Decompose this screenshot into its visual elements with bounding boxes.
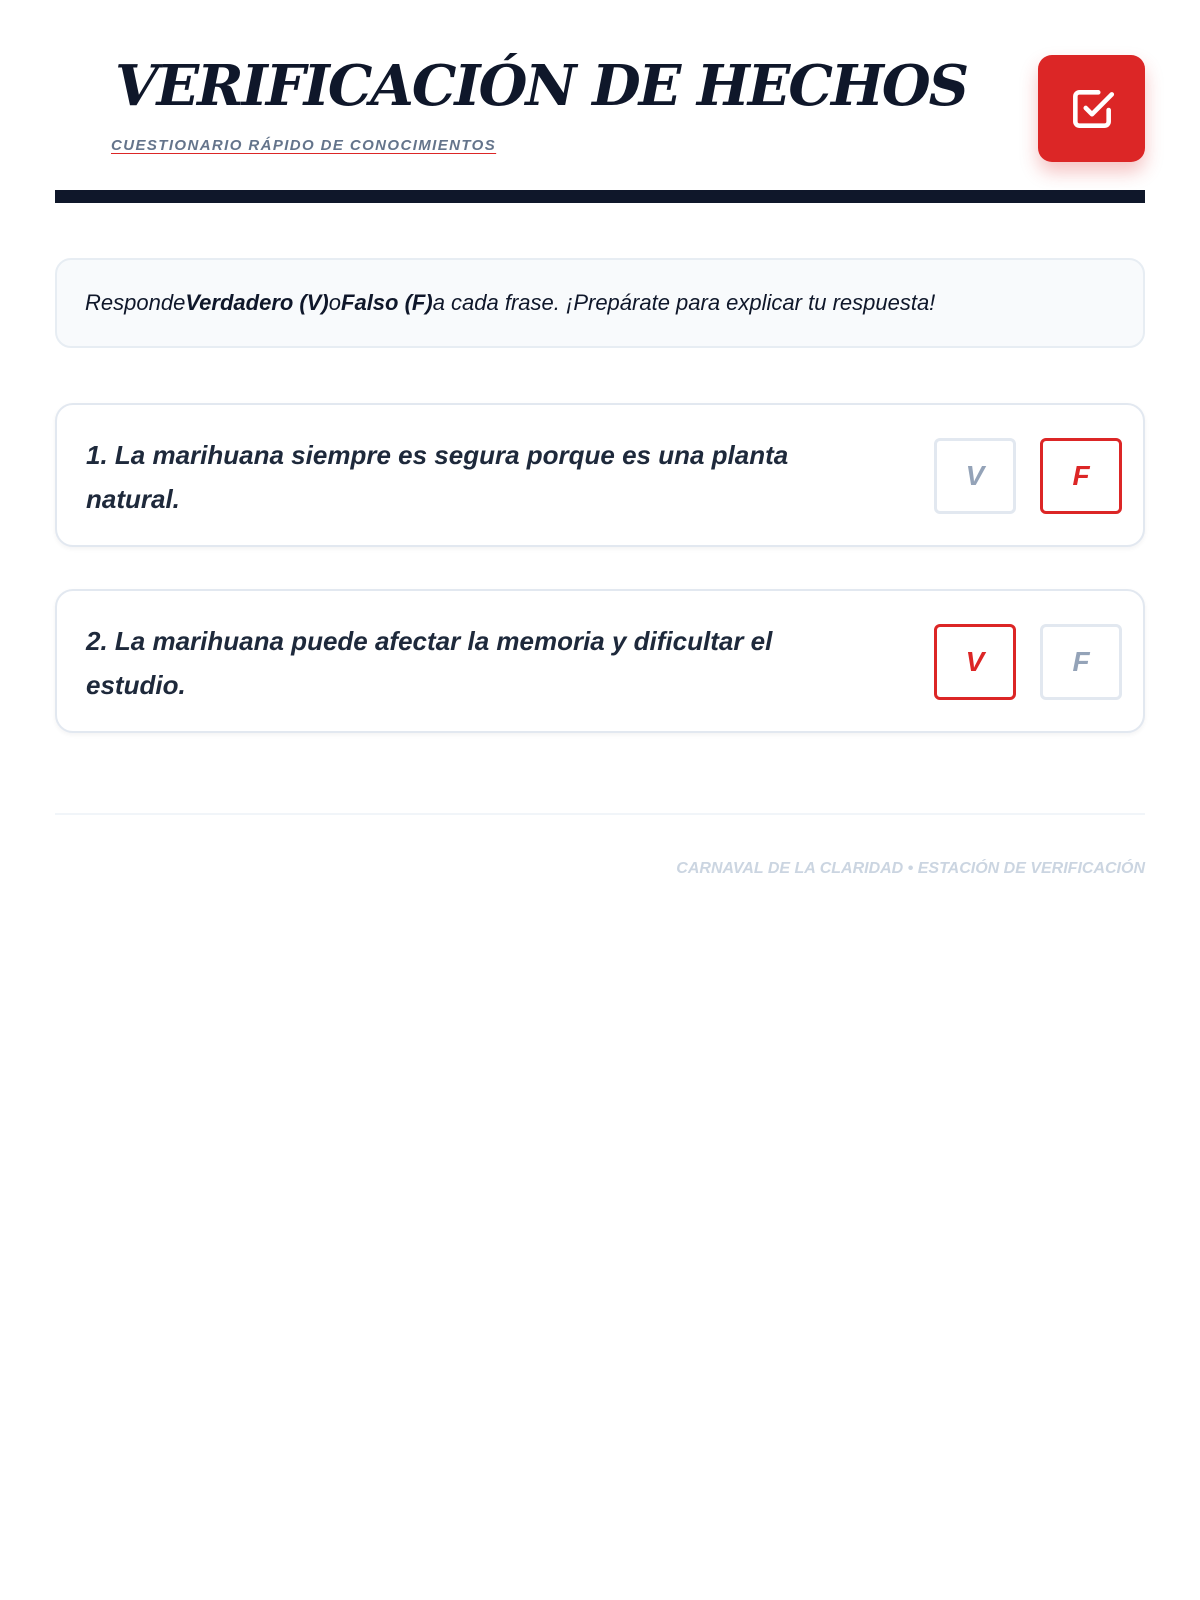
answer-false-button[interactable]: F [1040,624,1122,700]
page-title: VERIFICACIÓN DE HECHOS [115,53,968,119]
checkbox-check-icon [1067,84,1117,134]
header-divider [55,190,1145,203]
instructions-true-term: Verdadero (V) [185,290,329,315]
check-action-button[interactable] [1038,55,1145,162]
instructions-panel [55,258,1145,348]
instructions-middle: o [328,290,342,315]
answer-false-button[interactable]: F [1040,438,1122,514]
footer-divider [55,813,1145,815]
question-card-1 [55,403,1145,547]
footer-caption: CARNAVAL DE LA CLARIDAD • ESTACIÓN DE VERIFICACIÓN [676,860,1145,877]
page-subtitle: CUESTIONARIO RÁPIDO DE CONOCIMIENTOS [111,137,497,154]
question-card-2 [55,589,1145,733]
instructions-suffix: a cada frase. ¡Prepárate para explicar tu respuesta! [432,290,936,315]
answer-true-button[interactable]: V [934,624,1016,700]
question-text: 1. La marihuana siempre es segura porque es una planta natural. [86,440,789,514]
question-text: 2. La marihuana puede afectar la memoria y dificultar el estudio. [86,626,773,700]
page-header [55,0,1145,203]
instructions-false-term: Falso (F) [341,290,433,315]
instructions-prefix: Responde [85,290,186,315]
answer-true-button[interactable]: V [934,438,1016,514]
